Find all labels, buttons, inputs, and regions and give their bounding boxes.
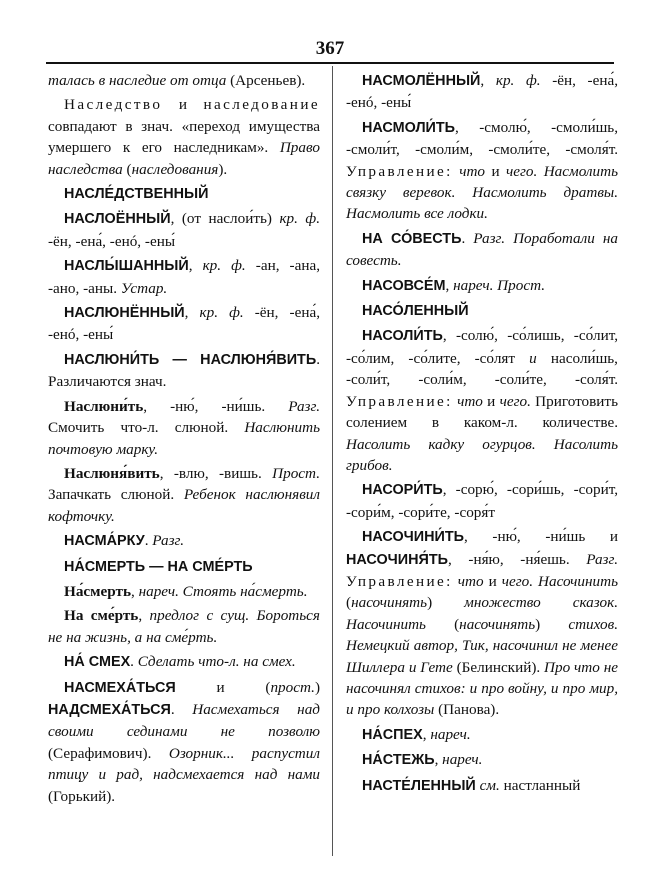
entry-text: ) <box>314 678 320 696</box>
right-column <box>346 70 618 797</box>
column-divider <box>332 66 333 856</box>
entry-text: ) <box>427 594 465 612</box>
entry-text: Смочить что-л. слюной. <box>48 419 245 437</box>
entry-text: , -ня́ю, -ня́ешь. <box>447 550 587 568</box>
page-number: 367 <box>315 38 345 59</box>
dictionary-entry <box>346 70 618 114</box>
headword: НАСМОЛИ́ТЬ <box>362 119 456 136</box>
headword: НАСЛЮНЁННЫЙ <box>64 305 185 322</box>
entry-text: , -смолю́, -смоли́шь, -смоли́т, -смоли́м, -смоли́те, -смоля́т. <box>346 118 618 159</box>
entry-text: и ( <box>175 678 271 696</box>
dictionary-entry <box>48 94 320 180</box>
headword: НАСТЕ́ЛЕННЫЙ <box>362 777 476 794</box>
entry-text: талась в наследие от отца <box>48 72 227 89</box>
entry-text: ( <box>122 160 132 178</box>
entry-text: . Различаются знач. <box>48 350 320 391</box>
dictionary-entry <box>48 255 320 299</box>
entry-text: , <box>184 304 200 322</box>
headword: НАСЛЮНИ́ТЬ — НАСЛЮНЯ́ВИТЬ <box>64 351 317 368</box>
entry-text: настланный <box>499 776 581 794</box>
entry-text: см. <box>479 776 500 794</box>
dictionary-entry <box>48 530 320 552</box>
headword: НАСОВСЕ́М <box>362 277 446 294</box>
entry-text: Озорник... распустил птицу и рад, надсмехается над нами <box>48 744 320 784</box>
entry-text: . <box>144 532 153 550</box>
dictionary-entry <box>48 349 320 393</box>
entry-text: ) <box>535 615 569 633</box>
entry-text: предлог с сущ. Бороться не на жизнь, а на сме́рть. <box>48 607 320 646</box>
entry-text: чего. <box>499 392 531 410</box>
dictionary-entry <box>346 117 618 225</box>
dictionary-entry <box>48 208 320 252</box>
entry-text: Право наследства <box>48 139 320 178</box>
entry-text: , <box>188 257 203 275</box>
entry-text: , -ню́, -ни́шь и <box>463 528 618 546</box>
entry-text: -ён, -ена́, -енó, -ены́ <box>346 72 619 112</box>
entry-text: кр. ф. <box>199 304 244 322</box>
entry-text: что <box>459 162 486 180</box>
entry-text: что <box>457 572 484 590</box>
entry-text: Про что не насочинял стихов: и про войну, и про мир, и про колхозы <box>346 658 618 719</box>
entry-text: и <box>162 96 204 114</box>
dictionary-entry <box>48 183 320 205</box>
header-rule <box>46 62 614 64</box>
dictionary-entry <box>48 677 320 807</box>
headword: Наслюня́вить <box>64 464 160 482</box>
dictionary-entry <box>48 605 320 648</box>
entry-text: , <box>130 582 139 600</box>
headword: НАСМОЛЁННЫЙ <box>362 73 481 89</box>
dictionary-entry <box>346 749 618 771</box>
entry-text: Ребенок наслюнявил кофточку. <box>48 486 321 525</box>
entry-text: Разг. <box>288 397 320 415</box>
headword: НАСЛЕ́ДСТВЕННЫЙ <box>64 186 209 203</box>
entry-text: . <box>461 229 474 247</box>
entry-text: и <box>482 392 500 410</box>
entry-text: и <box>529 349 537 367</box>
entry-text: , <box>138 607 150 625</box>
headword: НАСОЧИНИ́ТЬ <box>362 529 464 546</box>
entry-text: Разг. <box>586 550 618 568</box>
entry-text: насочинять <box>351 594 428 612</box>
entry-text: нареч. Прост. <box>453 276 546 294</box>
entry-text: , -влю, -вишь. <box>159 464 273 482</box>
entry-text: , (от наслои́ть) <box>170 210 280 228</box>
headword: НАСМА́РКУ <box>64 533 145 550</box>
entry-text: Наследство <box>64 96 163 114</box>
headword: Наслюни́ть <box>64 397 144 415</box>
dictionary-entry <box>48 70 320 91</box>
entry-text: , <box>480 72 496 89</box>
headword: НАСМЕХА́ТЬСЯ <box>64 679 176 696</box>
entry-text: -ён, -ена́, -енó, -ены́ <box>48 304 321 344</box>
entry-text: Управление: <box>346 162 453 180</box>
entry-text: нареч. <box>442 751 483 769</box>
entry-text: ). <box>218 160 228 178</box>
entry-text: . <box>170 700 193 718</box>
entry-text: Наслюнить почтовую марку. <box>48 419 320 458</box>
headword: На́смерть <box>64 582 131 600</box>
entry-text: -ён, -ена́, -енó, -ены́ <box>48 232 176 250</box>
entry-text: Прост. <box>272 464 320 482</box>
dictionary-entry <box>346 479 618 523</box>
entry-text: стихов. Немецкий автор, Тик, насочинил не менее Шиллера и Гете <box>346 615 618 676</box>
headword: НА́СПЕХ <box>362 726 423 743</box>
dictionary-entry <box>346 325 618 476</box>
headword: НАСОРИ́ТЬ <box>362 482 443 499</box>
entry-text: чего. Насочинить <box>501 572 618 590</box>
entry-text: Управление: <box>346 572 453 590</box>
left-column <box>48 70 320 807</box>
entry-text: Разг. Поработали на совесть. <box>346 229 619 270</box>
entry-text: , <box>445 276 454 294</box>
dictionary-entry <box>346 724 618 746</box>
entry-text: наследование <box>203 96 320 114</box>
entry-text: и <box>483 572 502 590</box>
dictionary-entry <box>48 651 320 673</box>
dictionary-entry <box>48 556 320 578</box>
entry-text: множество сказок. Насочинить <box>346 594 618 633</box>
dictionary-entry <box>48 396 320 460</box>
headword: НА́СТЕЖЬ <box>362 752 435 769</box>
entry-text: Устар. <box>120 279 168 297</box>
entry-text: нареч. <box>430 725 471 743</box>
entry-text: Запачкать слюной. <box>48 486 184 504</box>
headword: НАСОЧИНЯ́ТЬ <box>346 551 448 568</box>
dictionary-entry <box>346 775 618 797</box>
entry-text: что <box>457 392 483 410</box>
entry-text: , -сорю́, -сори́шь, -сори́т, -сори́м, -сори́те, -соря́т <box>346 481 618 521</box>
entry-text: (Панова). <box>434 701 500 719</box>
entry-text: (Серафимович). <box>48 744 169 762</box>
entry-text: прост. <box>270 678 315 696</box>
entry-text: , -ню́, -ни́шь. <box>143 397 289 415</box>
headword: НАДСМЕХА́ТЬСЯ <box>48 701 171 718</box>
entry-text: Приготовить солением в каком-л. количестве. <box>346 392 618 432</box>
entry-text: ( <box>425 615 460 633</box>
entry-text: кр. ф. <box>202 257 246 275</box>
dictionary-entry <box>346 300 618 322</box>
entry-text: (Белинский). <box>452 658 545 676</box>
entry-text: насочинять <box>459 615 536 633</box>
entry-text: , <box>422 725 431 743</box>
headword: НА́ СМЕХ <box>64 654 131 671</box>
entry-text: , <box>434 751 443 769</box>
entry-text: Сделать что-л. на смех. <box>137 653 296 671</box>
headword: НА СО́ВЕСТЬ <box>362 230 462 247</box>
entry-text: совпадают в знач. «переход имущества умершего к его наследникам». <box>48 117 320 157</box>
headword: НАСЛЫ́ШАННЫЙ <box>64 258 189 275</box>
entry-text: кр. ф. <box>279 210 321 228</box>
entry-text: нареч. Стоять на́смерть. <box>138 582 308 600</box>
dictionary-entry <box>346 275 618 297</box>
entry-text: насоли́шь, -соли́т, -соли́м, -соли́те, -соля́т. <box>346 349 618 389</box>
headword: НА́СМЕРТЬ — НА СМЕ́РТЬ <box>64 558 253 575</box>
entry-text: чего. Насмолить связку веревок. Насмолить дратвы. Насмолить все лодки. <box>346 162 619 223</box>
entry-text: наследования <box>131 160 219 178</box>
headword: На сме́рть <box>64 607 139 625</box>
entry-text: кр. ф. <box>495 72 541 89</box>
dictionary-entry <box>48 302 320 346</box>
entry-text: -ан, -ана, -ано, -аны. <box>48 257 321 297</box>
entry-text: . <box>130 653 138 671</box>
entry-text: ( <box>346 594 352 612</box>
dictionary-entry <box>48 463 320 527</box>
dictionary-entry <box>48 581 320 602</box>
entry-text: и <box>485 162 506 180</box>
entry-text: Насолить кадку огурцов. Насолить грибов. <box>346 435 618 474</box>
headword: НАСОЛИ́ТЬ <box>362 328 443 345</box>
headword: НАСЛОЁННЫЙ <box>64 211 171 228</box>
dictionary-entry <box>346 228 618 272</box>
headword: НАСО́ЛЕННЫЙ <box>362 303 469 320</box>
entry-text: (Арсеньев). <box>226 72 306 89</box>
entry-text: Управление: <box>346 392 453 410</box>
entry-text: , -солю́, -со́лишь, -со́лит, -со́лим, -со́лите, -со́лят <box>346 327 618 367</box>
dictionary-entry <box>346 526 618 721</box>
entry-text: Разг. <box>152 532 185 550</box>
entry-text: Насмехаться над своими сединами не позволю <box>48 700 320 741</box>
entry-text: (Горький). <box>48 787 116 805</box>
